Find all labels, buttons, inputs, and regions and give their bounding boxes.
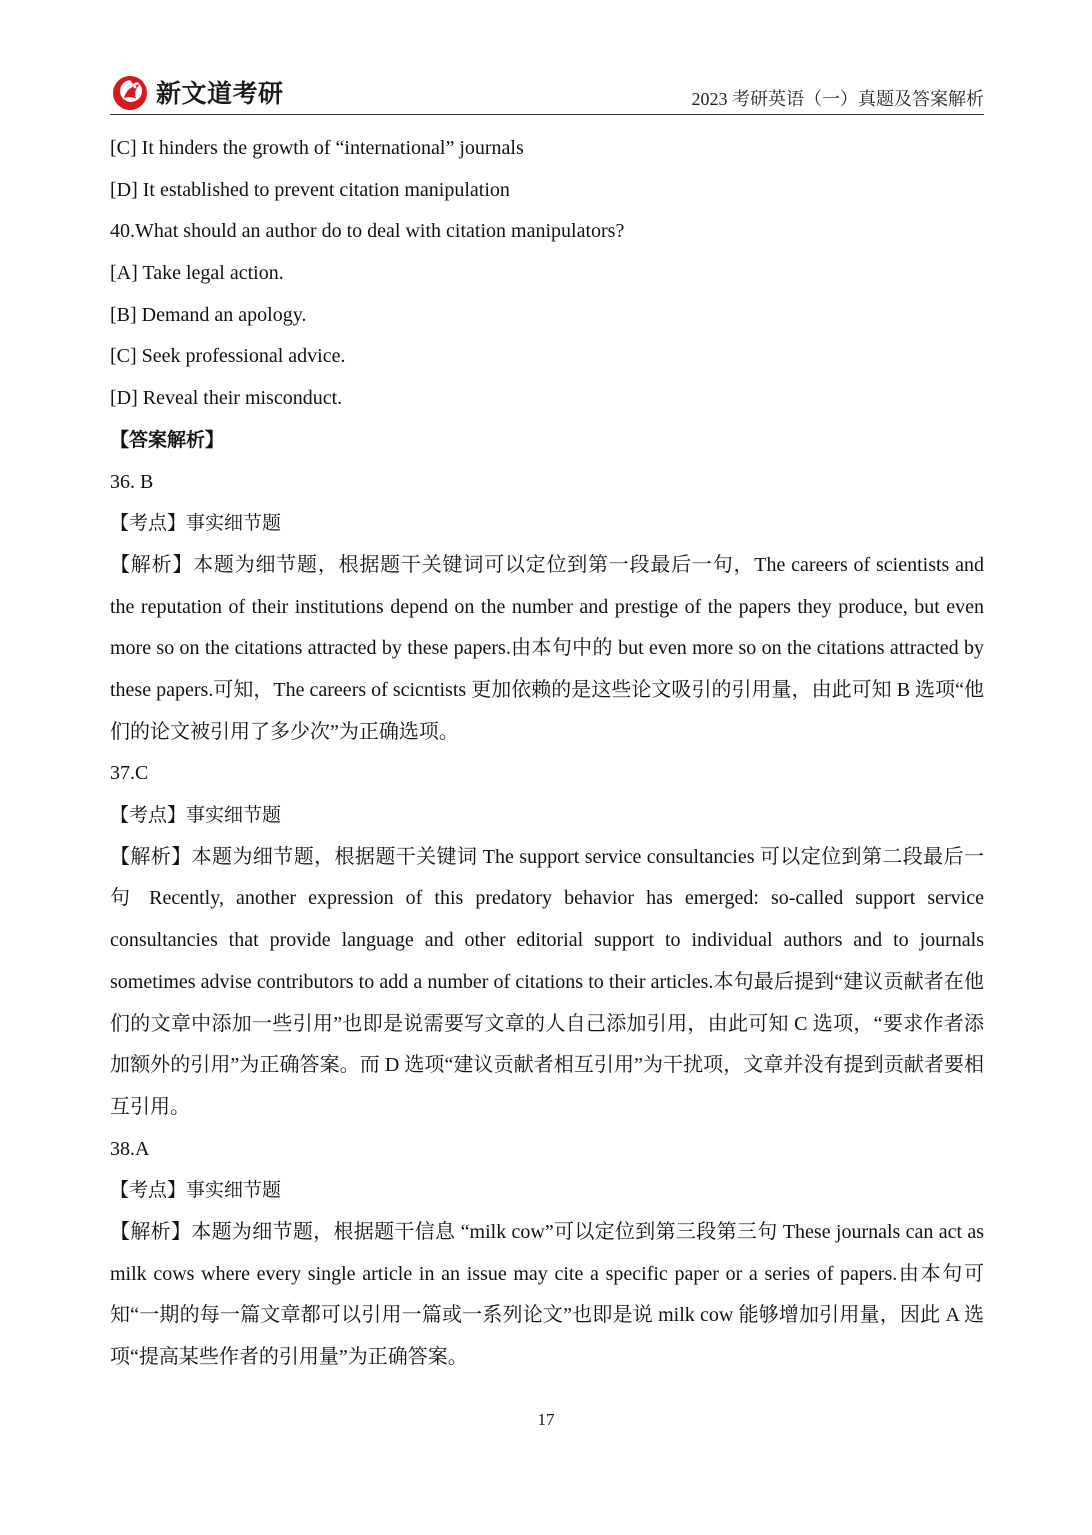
page-header <box>110 72 984 116</box>
option-39c: [C] It hinders the growth of “international” journals <box>110 137 524 159</box>
option-40b: [B] Demand an apology. <box>110 303 307 326</box>
option-40d: [D] Reveal their misconduct. <box>110 387 343 410</box>
answer-36 <box>110 462 984 754</box>
answer-point: 【考点】事实细节题 <box>110 1180 282 1202</box>
option-40c: [C] Seek professional advice. <box>110 345 346 368</box>
document-title: 2023 考研英语（一）真题及答案解析 <box>691 89 984 109</box>
answer-section-heading: 【答案解析】 <box>110 428 225 451</box>
option-40a: [A] Take legal action. <box>110 262 284 285</box>
logo-text: 新文道考研 <box>156 79 284 108</box>
answer-number: 38.A <box>110 1137 150 1160</box>
answer-37 <box>110 753 984 1128</box>
page-number: 17 <box>537 1410 555 1429</box>
phoenix-logo-icon <box>110 72 150 112</box>
answer-point: 【考点】事实细节题 <box>110 513 282 535</box>
answer-38 <box>110 1129 984 1379</box>
question-40: 40.What should an author do to deal with citation manipulators? <box>110 220 625 243</box>
answer-analysis: 【解析】本题为细节题，根据题干关键词 The support service consultancies 可以定位到第二段最后一句 Recently, another expression of this predatory behavior has emerged: so-called support service consultancies that provide language and other editorial support to individual authors and to journals sometimes advise contributors to add a number of citations to their articles.本句最后提到“建议贡献者在他们的文章中添加一些引用”也即是说需要写文章的人自己添加引用，由此可知 C 选项，“要求作者添加额外的引用”为正确答案。而 D 选项“建议贡献者相互引用”为干扰项，文章并没有提到贡献者要相互引用。 <box>110 845 984 1118</box>
answer-analysis: 【解析】本题为细节题，根据题干信息 “milk cow”可以定位到第三段第三句 These journals can act as milk cows where every single article in an issue may cite a specific paper or a series of papers.由本句可知“一期的每一篇文章都可以引用一篇或一系列论文”也即是说 milk cow 能够增加引用量，因此 A 选项“提高某些作者的引用量”为正确答案。 <box>110 1221 984 1369</box>
header-divider <box>110 114 984 115</box>
answer-number: 37.C <box>110 762 149 785</box>
answer-analysis: 【解析】本题为细节题，根据题干关键词可以定位到第一段最后一句，The careers of scientists and the reputation of their institutions depend on the number and prestige of the papers they produce, but even more so on the citations attracted by these papers.由本句中的 but even more so on the citations attracted by these papers.可知，The careers of sciсntists 更加依赖的是这些论文吸引的引用量，由此可知 B 选项“他们的论文被引用了多少次”为正确选项。 <box>110 553 984 743</box>
option-39d: [D] It established to prevent citation manipulation <box>110 178 510 201</box>
answer-number: 36. B <box>110 470 154 493</box>
brand-logo <box>110 72 284 112</box>
answer-point: 【考点】事实细节题 <box>110 805 282 827</box>
page-content <box>110 128 984 1379</box>
